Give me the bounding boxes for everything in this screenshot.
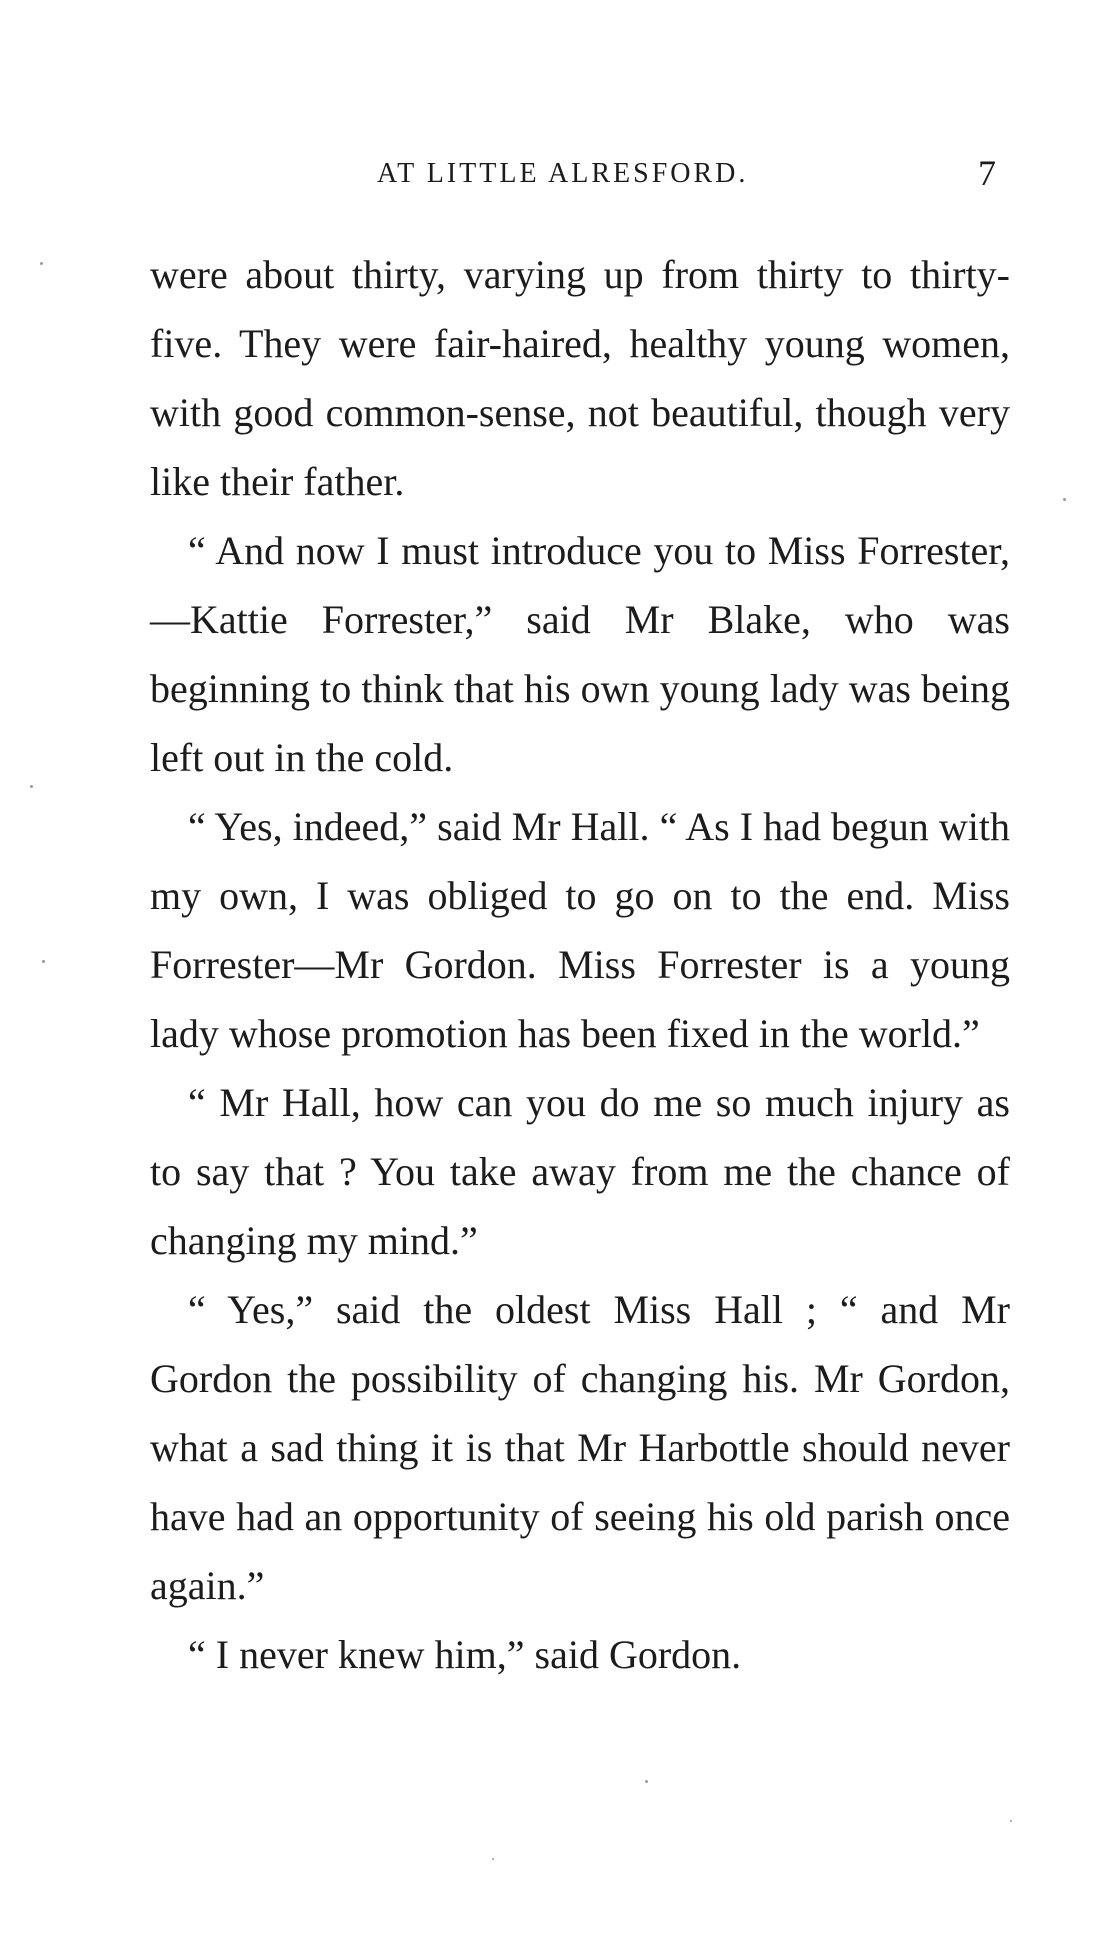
paragraph: “ And now I must introduce you to Miss Forrester,—Kattie Forrester,” said Mr Blake, who was beginning to think that his own young lady was being left out in the cold. [150, 528, 1010, 780]
paper-speck [1010, 1820, 1012, 1822]
paper-speck [42, 960, 45, 963]
paper-speck [645, 1780, 648, 1783]
paragraph: “ Yes, indeed,” said Mr Hall. “ As I had begun with my own, I was obliged to go on to the end. Miss Forrester—Mr Gordon. Miss Forrester is a young lady whose promotion has been fixed in the world.” [150, 804, 1010, 1056]
paper-speck [1063, 498, 1066, 501]
paragraph: were about thirty, varying up from thirty to thirty-five. They were fair-haired, healthy young women, with good common-sense, not beautiful, though very like their father. [150, 252, 1010, 504]
paper-speck [40, 262, 43, 265]
paper-speck [492, 1858, 494, 1860]
paragraph: “ I never knew him,” said Gordon. [188, 1632, 742, 1677]
paper-speck [30, 785, 33, 788]
body-text [150, 240, 1010, 1689]
running-header [150, 150, 1010, 193]
page-number: 7 [978, 153, 996, 193]
paragraph: “ Yes,” said the oldest Miss Hall ; “ and Mr Gordon the possibility of changing his. Mr Gordon, what a sad thing it is that Mr Harbottle should never have had an opportunity of seeing his old parish once again.” [150, 1287, 1010, 1608]
paragraph: “ Mr Hall, how can you do me so much injury as to say that ? You take away from me the chance of changing my mind.” [150, 1080, 1010, 1263]
running-title: AT LITTLE ALRESFORD. [377, 158, 749, 189]
